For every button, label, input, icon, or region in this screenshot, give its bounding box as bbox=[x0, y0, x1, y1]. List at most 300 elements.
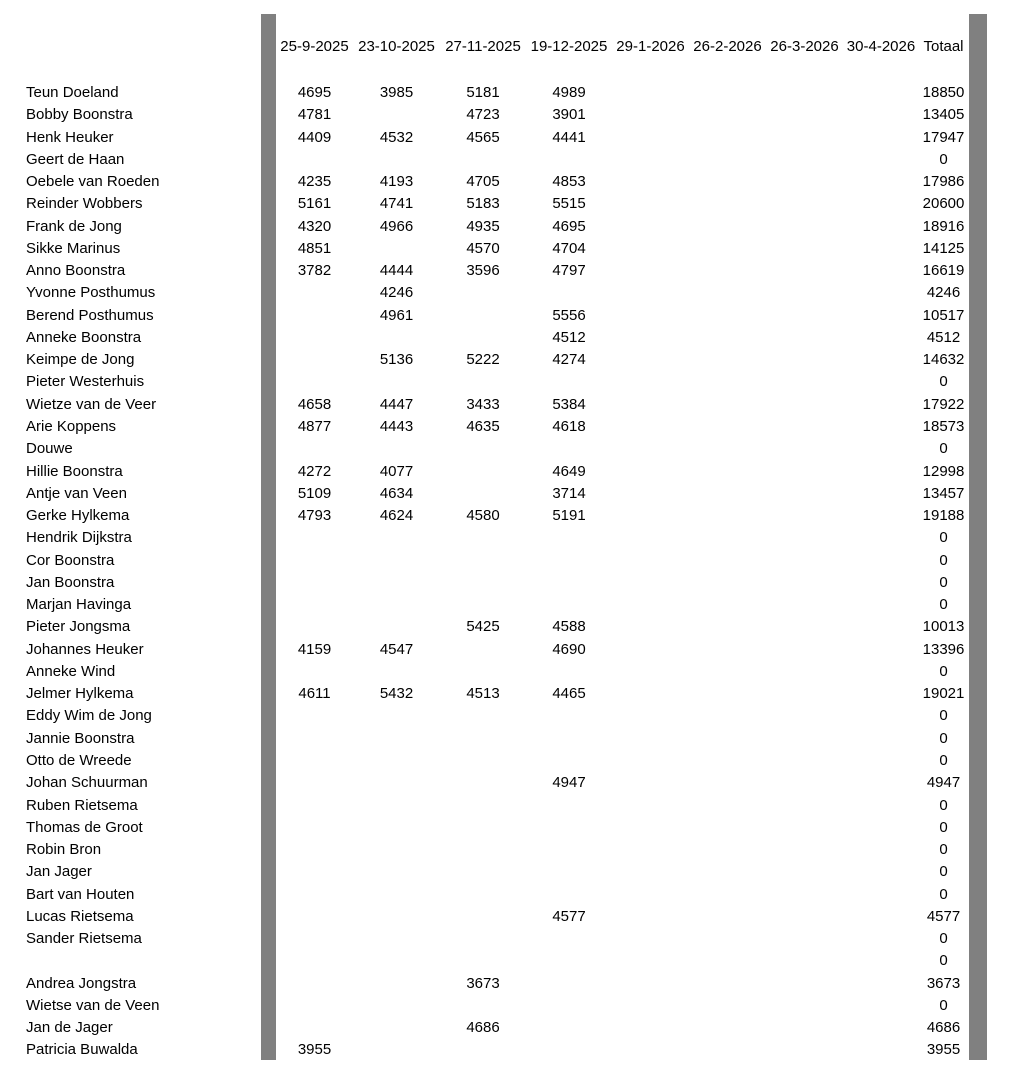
table-row bbox=[0, 995, 1011, 1017]
table-row bbox=[0, 1017, 1011, 1039]
value-cell bbox=[612, 349, 689, 371]
value-cell bbox=[766, 928, 843, 950]
value-cell bbox=[843, 616, 919, 638]
value-cell bbox=[843, 394, 919, 416]
column-header-date: 26-2-2026 bbox=[693, 38, 762, 55]
value-cell bbox=[843, 995, 919, 1017]
value-cell bbox=[276, 527, 353, 549]
value-cell: 4611 bbox=[298, 685, 331, 703]
value-cell: 4577 bbox=[552, 907, 586, 925]
value-cell bbox=[689, 661, 766, 683]
value-cell bbox=[689, 305, 766, 327]
column-header-date: 29-1-2026 bbox=[616, 38, 685, 55]
value-cell: 4409 bbox=[297, 128, 332, 146]
value-cell bbox=[526, 705, 612, 727]
total-cell: 0 bbox=[939, 751, 948, 769]
value-cell: 4512 bbox=[552, 328, 586, 346]
total-cell: 0 bbox=[939, 440, 948, 458]
value-cell bbox=[612, 950, 689, 972]
value-cell bbox=[276, 327, 353, 349]
value-cell bbox=[440, 305, 526, 327]
value-cell bbox=[766, 661, 843, 683]
table-row bbox=[0, 282, 1011, 304]
value-cell bbox=[766, 705, 843, 727]
value-cell bbox=[766, 371, 843, 393]
value-cell bbox=[766, 461, 843, 483]
value-cell bbox=[276, 705, 353, 727]
total-cell: 18916 bbox=[922, 217, 965, 235]
value-cell bbox=[766, 795, 843, 817]
value-cell bbox=[276, 438, 353, 460]
value-cell bbox=[353, 149, 440, 171]
value-cell: 4686 bbox=[466, 1019, 500, 1037]
value-cell bbox=[440, 772, 526, 794]
column-header-total: Totaal bbox=[923, 38, 964, 55]
table-row bbox=[0, 550, 1011, 572]
value-cell bbox=[276, 795, 353, 817]
value-cell bbox=[612, 461, 689, 483]
value-cell bbox=[689, 193, 766, 215]
value-cell bbox=[526, 438, 612, 460]
value-cell bbox=[689, 683, 766, 705]
value-cell bbox=[612, 327, 689, 349]
value-cell bbox=[612, 750, 689, 772]
total-cell: 0 bbox=[939, 150, 948, 168]
value-cell: 4961 bbox=[379, 306, 414, 324]
value-cell: 4159 bbox=[297, 640, 332, 658]
total-cell: 4577 bbox=[926, 907, 961, 925]
value-cell bbox=[440, 149, 526, 171]
value-cell bbox=[612, 616, 689, 638]
person-name-cell: Anneke Wind bbox=[26, 662, 116, 680]
value-cell: 5515 bbox=[552, 195, 586, 213]
value-cell bbox=[843, 817, 919, 839]
value-cell bbox=[353, 661, 440, 683]
value-cell bbox=[689, 127, 766, 149]
table-row bbox=[0, 238, 1011, 260]
value-cell: 4690 bbox=[552, 640, 586, 658]
column-header-date: 19-12-2025 bbox=[530, 38, 608, 55]
value-cell bbox=[612, 1039, 689, 1061]
value-cell bbox=[689, 349, 766, 371]
total-cell: 0 bbox=[939, 841, 948, 859]
column-header-date: 26-3-2026 bbox=[770, 38, 839, 55]
value-cell bbox=[843, 705, 919, 727]
value-cell bbox=[526, 928, 612, 950]
total-cell: 4686 bbox=[926, 1019, 961, 1037]
person-name-cell bbox=[26, 950, 258, 972]
value-cell bbox=[612, 928, 689, 950]
value-cell bbox=[353, 616, 440, 638]
person-name-cell: Berend Posthumus bbox=[26, 306, 154, 324]
total-cell: 0 bbox=[939, 996, 948, 1014]
value-cell bbox=[612, 705, 689, 727]
total-cell: 0 bbox=[939, 885, 948, 903]
value-cell: 4570 bbox=[466, 239, 500, 257]
value-cell bbox=[276, 149, 353, 171]
value-cell bbox=[276, 371, 353, 393]
value-cell bbox=[612, 193, 689, 215]
total-cell: 16619 bbox=[922, 262, 965, 280]
value-cell bbox=[612, 995, 689, 1017]
total-cell: 0 bbox=[939, 551, 948, 569]
value-cell bbox=[612, 527, 689, 549]
value-cell bbox=[689, 149, 766, 171]
value-cell bbox=[276, 572, 353, 594]
value-cell bbox=[689, 817, 766, 839]
value-cell bbox=[766, 394, 843, 416]
total-cell: 17922 bbox=[922, 395, 965, 413]
table-row bbox=[0, 861, 1011, 883]
total-cell: 10013 bbox=[922, 618, 965, 636]
value-cell bbox=[689, 928, 766, 950]
value-cell bbox=[766, 527, 843, 549]
value-cell bbox=[843, 438, 919, 460]
value-cell: 4635 bbox=[466, 417, 500, 435]
value-cell bbox=[353, 861, 440, 883]
value-cell bbox=[766, 817, 843, 839]
value-cell: 5183 bbox=[466, 195, 500, 213]
value-cell bbox=[843, 149, 919, 171]
value-cell bbox=[440, 861, 526, 883]
value-cell bbox=[843, 505, 919, 527]
person-name-cell: Yvonne Posthumus bbox=[26, 284, 156, 302]
table-row bbox=[0, 772, 1011, 794]
value-cell bbox=[612, 572, 689, 594]
value-cell: 4193 bbox=[379, 173, 414, 191]
value-cell: 4272 bbox=[297, 462, 332, 480]
total-cell: 0 bbox=[939, 596, 948, 614]
value-cell bbox=[766, 82, 843, 104]
value-cell bbox=[843, 416, 919, 438]
value-cell bbox=[843, 906, 919, 928]
value-cell bbox=[353, 728, 440, 750]
person-name-cell: Wietze van de Veer bbox=[26, 395, 157, 413]
total-cell: 3955 bbox=[926, 1041, 961, 1059]
total-cell: 13405 bbox=[922, 106, 965, 124]
value-cell bbox=[689, 1039, 766, 1061]
person-name-cell: Johannes Heuker bbox=[26, 640, 144, 658]
value-cell bbox=[526, 527, 612, 549]
table-row bbox=[0, 906, 1011, 928]
value-cell: 4649 bbox=[552, 462, 586, 480]
value-cell bbox=[440, 750, 526, 772]
value-cell bbox=[766, 884, 843, 906]
person-name-cell: Reinder Wobbers bbox=[26, 195, 143, 213]
value-cell bbox=[843, 950, 919, 972]
total-cell: 18850 bbox=[922, 84, 965, 101]
total-cell: 13457 bbox=[922, 484, 965, 502]
total-cell: 0 bbox=[939, 573, 948, 591]
value-cell bbox=[612, 371, 689, 393]
person-name-cell: Pieter Westerhuis bbox=[26, 373, 145, 391]
value-cell bbox=[689, 82, 766, 104]
value-cell: 3901 bbox=[552, 106, 586, 124]
value-cell bbox=[353, 371, 440, 393]
value-cell: 5136 bbox=[379, 351, 414, 369]
person-name-cell: Frank de Jong bbox=[26, 217, 122, 235]
table-row bbox=[0, 817, 1011, 839]
value-cell bbox=[843, 594, 919, 616]
value-cell bbox=[689, 616, 766, 638]
value-cell bbox=[526, 884, 612, 906]
value-cell bbox=[353, 438, 440, 460]
value-cell bbox=[612, 416, 689, 438]
value-cell bbox=[843, 305, 919, 327]
value-cell bbox=[526, 594, 612, 616]
value-cell bbox=[766, 973, 843, 995]
value-cell bbox=[440, 906, 526, 928]
person-name-cell: Teun Doeland bbox=[26, 84, 119, 101]
table-row bbox=[0, 839, 1011, 861]
value-cell bbox=[612, 149, 689, 171]
value-cell bbox=[843, 127, 919, 149]
value-cell bbox=[843, 327, 919, 349]
value-cell bbox=[526, 973, 612, 995]
value-cell bbox=[689, 416, 766, 438]
total-cell: 19188 bbox=[922, 507, 965, 525]
person-name-cell: Keimpe de Jong bbox=[26, 351, 135, 369]
value-cell bbox=[766, 1017, 843, 1039]
value-cell bbox=[276, 616, 353, 638]
value-cell bbox=[766, 750, 843, 772]
value-cell bbox=[612, 594, 689, 616]
value-cell: 4705 bbox=[466, 173, 500, 191]
value-cell bbox=[689, 238, 766, 260]
value-cell: 3955 bbox=[297, 1041, 332, 1059]
value-cell bbox=[843, 1017, 919, 1039]
person-name-cell: Pieter Jongsma bbox=[26, 618, 131, 636]
value-cell bbox=[612, 171, 689, 193]
table-row bbox=[0, 639, 1011, 661]
value-cell bbox=[689, 550, 766, 572]
table-row bbox=[0, 438, 1011, 460]
total-cell: 0 bbox=[939, 707, 948, 725]
value-cell bbox=[276, 1017, 353, 1039]
value-cell bbox=[353, 817, 440, 839]
value-cell bbox=[612, 82, 689, 104]
value-cell: 3985 bbox=[379, 84, 414, 101]
value-cell bbox=[689, 483, 766, 505]
value-cell bbox=[689, 171, 766, 193]
value-cell bbox=[689, 705, 766, 727]
value-cell: 4465 bbox=[552, 685, 586, 703]
value-cell bbox=[843, 550, 919, 572]
value-cell bbox=[353, 550, 440, 572]
value-cell: 4274 bbox=[552, 351, 586, 369]
value-cell: 4246 bbox=[379, 284, 414, 302]
value-cell bbox=[276, 661, 353, 683]
total-cell: 0 bbox=[939, 662, 948, 680]
value-cell: 4947 bbox=[552, 774, 586, 792]
value-cell bbox=[843, 683, 919, 705]
value-cell bbox=[766, 906, 843, 928]
person-name-cell: Sikke Marinus bbox=[26, 239, 121, 257]
value-cell bbox=[689, 750, 766, 772]
value-cell bbox=[766, 1039, 843, 1061]
person-name-cell: Geert de Haan bbox=[26, 150, 125, 168]
total-cell: 4512 bbox=[926, 328, 961, 346]
value-cell bbox=[353, 1017, 440, 1039]
value-cell bbox=[843, 371, 919, 393]
person-name-cell: Arie Koppens bbox=[26, 417, 117, 435]
value-cell bbox=[766, 349, 843, 371]
total-cell: 0 bbox=[939, 952, 948, 970]
value-cell: 4235 bbox=[297, 173, 332, 191]
value-cell bbox=[440, 839, 526, 861]
value-cell bbox=[526, 1039, 612, 1061]
value-cell bbox=[353, 572, 440, 594]
value-cell bbox=[843, 1039, 919, 1061]
value-cell: 4853 bbox=[552, 173, 586, 191]
value-cell bbox=[353, 884, 440, 906]
person-name-cell: Hendrik Dijkstra bbox=[26, 529, 132, 547]
value-cell bbox=[843, 104, 919, 126]
person-name-cell: Lucas Rietsema bbox=[26, 907, 134, 925]
value-cell bbox=[440, 438, 526, 460]
value-cell bbox=[612, 861, 689, 883]
person-name-cell: Jan de Jager bbox=[26, 1019, 113, 1037]
value-cell bbox=[689, 839, 766, 861]
value-cell bbox=[276, 950, 353, 972]
value-cell bbox=[766, 260, 843, 282]
value-cell bbox=[353, 928, 440, 950]
value-cell bbox=[766, 572, 843, 594]
table-row bbox=[0, 973, 1011, 995]
table-row bbox=[0, 1039, 1011, 1061]
value-cell bbox=[612, 795, 689, 817]
value-cell bbox=[526, 750, 612, 772]
person-name-cell: Anneke Boonstra bbox=[26, 328, 142, 346]
value-cell bbox=[689, 950, 766, 972]
table-row bbox=[0, 750, 1011, 772]
total-cell: 3673 bbox=[926, 974, 961, 992]
value-cell: 4547 bbox=[379, 640, 414, 658]
total-cell: 0 bbox=[939, 529, 948, 547]
column-header-date: 27-11-2025 bbox=[445, 38, 521, 55]
person-name-cell: Bart van Houten bbox=[26, 885, 135, 903]
table-row bbox=[0, 394, 1011, 416]
value-cell bbox=[689, 572, 766, 594]
value-cell bbox=[766, 995, 843, 1017]
value-cell: 4723 bbox=[466, 106, 500, 124]
value-cell bbox=[276, 282, 353, 304]
value-cell bbox=[612, 282, 689, 304]
value-cell: 4618 bbox=[552, 417, 586, 435]
value-cell: 4793 bbox=[297, 507, 332, 525]
value-cell: 4877 bbox=[297, 417, 332, 435]
table-row bbox=[0, 683, 1011, 705]
value-cell bbox=[440, 594, 526, 616]
value-cell: 4695 bbox=[552, 217, 586, 235]
value-cell bbox=[612, 305, 689, 327]
value-cell: 4704 bbox=[552, 239, 586, 257]
total-cell: 0 bbox=[939, 373, 948, 391]
value-cell bbox=[843, 461, 919, 483]
table-body bbox=[0, 82, 1011, 1062]
value-cell bbox=[843, 795, 919, 817]
value-cell bbox=[612, 839, 689, 861]
value-cell bbox=[353, 839, 440, 861]
value-cell bbox=[526, 371, 612, 393]
person-name-cell: Jannie Boonstra bbox=[26, 729, 135, 747]
value-cell bbox=[353, 327, 440, 349]
value-cell bbox=[276, 750, 353, 772]
column-header-date: 25-9-2025 bbox=[280, 38, 349, 55]
value-cell: 5384 bbox=[552, 395, 586, 413]
person-name-cell: Antje van Veen bbox=[26, 484, 127, 502]
total-cell: 0 bbox=[939, 729, 948, 747]
value-cell: 4320 bbox=[297, 217, 332, 235]
value-cell bbox=[612, 260, 689, 282]
value-cell bbox=[612, 772, 689, 794]
value-cell: 4966 bbox=[379, 217, 414, 235]
value-cell bbox=[612, 683, 689, 705]
value-cell bbox=[276, 550, 353, 572]
person-name-cell: Eddy Wim de Jong bbox=[26, 707, 152, 725]
column-header-date: 30-4-2026 bbox=[846, 38, 916, 55]
value-cell bbox=[440, 527, 526, 549]
table-row bbox=[0, 305, 1011, 327]
value-cell: 4695 bbox=[297, 84, 332, 101]
person-name-cell: Marjan Havinga bbox=[26, 596, 132, 614]
person-name-cell: Bobby Boonstra bbox=[26, 106, 133, 124]
table-header-row bbox=[0, 36, 1011, 58]
value-cell bbox=[612, 127, 689, 149]
value-cell bbox=[766, 683, 843, 705]
value-cell bbox=[276, 772, 353, 794]
value-cell bbox=[612, 483, 689, 505]
value-cell bbox=[353, 104, 440, 126]
total-cell: 19021 bbox=[922, 685, 965, 703]
total-cell: 18573 bbox=[922, 417, 965, 435]
value-cell: 4634 bbox=[379, 484, 414, 502]
value-cell bbox=[353, 995, 440, 1017]
value-cell bbox=[766, 616, 843, 638]
value-cell: 3714 bbox=[552, 484, 586, 502]
total-cell: 20600 bbox=[922, 195, 965, 213]
value-cell bbox=[612, 817, 689, 839]
value-cell bbox=[843, 728, 919, 750]
value-cell bbox=[526, 839, 612, 861]
value-cell bbox=[612, 104, 689, 126]
table-row bbox=[0, 950, 1011, 972]
value-cell bbox=[689, 505, 766, 527]
person-name-cell: Thomas de Groot bbox=[26, 818, 143, 836]
value-cell bbox=[843, 973, 919, 995]
person-name-cell: Wietse van de Veen bbox=[26, 996, 160, 1014]
value-cell bbox=[353, 238, 440, 260]
value-cell bbox=[689, 884, 766, 906]
value-cell bbox=[766, 149, 843, 171]
value-cell bbox=[353, 750, 440, 772]
value-cell bbox=[766, 416, 843, 438]
value-cell bbox=[689, 1017, 766, 1039]
table-row bbox=[0, 104, 1011, 126]
total-cell: 4246 bbox=[926, 284, 961, 302]
value-cell bbox=[843, 82, 919, 104]
person-name-cell: Oebele van Roeden bbox=[26, 173, 160, 191]
value-cell bbox=[612, 973, 689, 995]
person-name-cell: Ruben Rietsema bbox=[26, 796, 138, 814]
value-cell bbox=[843, 750, 919, 772]
table-row bbox=[0, 461, 1011, 483]
table-row bbox=[0, 260, 1011, 282]
value-cell bbox=[689, 260, 766, 282]
value-cell bbox=[612, 550, 689, 572]
value-cell bbox=[276, 973, 353, 995]
value-cell bbox=[612, 394, 689, 416]
